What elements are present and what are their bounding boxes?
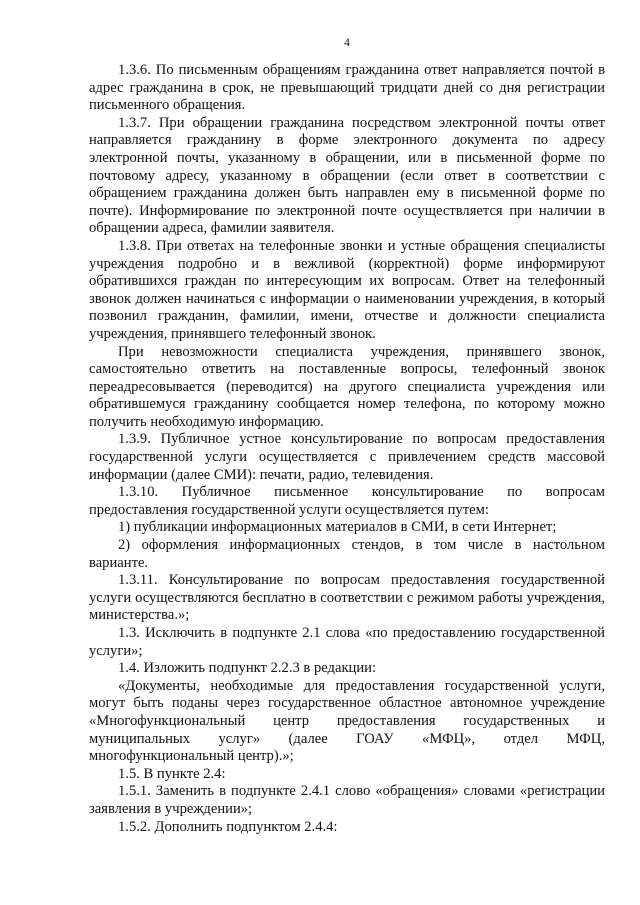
paragraph-1-5: 1.5. В пункте 2.4: bbox=[118, 765, 226, 782]
paragraph-1-3-10: 1.3.10. Публичное письменное консультирование по вопросам предоставления государственной услуги осуществляется путем: bbox=[89, 484, 605, 518]
document-page bbox=[89, 0, 605, 905]
paragraph-1-3-9: 1.3.9. Публичное устное консультирование по вопросам предоставления государственной услуги осуществляется с привлечением средств массовой информации (далее СМИ): печати, радио, телевидения. bbox=[89, 431, 605, 483]
paragraph-1-3-7: 1.3.7. При обращении гражданина посредством электронной почты ответ направляется гражданину в форме электронного документа по адресу электронной почты, указанному в обращении, или в письменной форме по почтовому адресу, указанному в обращении (если ответ в соответствии с обращением гражданина должен быть направлен ему в письменной форме по почте). Информирование по электронной почте осуществляется при наличии в обращении адреса, фамилии заявителя. bbox=[89, 114, 605, 237]
paragraph-1-5-1: 1.5.1. Заменить в подпункте 2.4.1 слово «обращения» словами «регистрации заявления в учреждении»; bbox=[89, 783, 605, 817]
document-body bbox=[89, 62, 605, 836]
paragraph-quote-documents: «Документы, необходимые для предоставления государственной услуги, могут быть поданы через государственное областное автономное учреждение «Многофункциональный центр предоставления государственных и муниципальных услуг» (далее ГОАУ «МФЦ», отдел МФЦ, многофункциональный центр).»; bbox=[89, 677, 605, 765]
paragraph-1-3-6: 1.3.6. По письменным обращениям гражданина ответ направляется почтой в адрес гражданина в срок, не превышающий тридцати дней со дня регистрации письменного обращения. bbox=[89, 62, 605, 114]
paragraph-1-3-8: 1.3.8. При ответах на телефонные звонки и устные обращения специалисты учреждения подробно и в вежливой (корректной) форме информируют обратившихся граждан по интересующим их вопросам. Ответ на телефонный звонок должен начинаться с информации о наименовании учреждения, в который позвонил гражданин, фамилии, имени, отчестве и должности специалиста учреждения, принявшего телефонный звонок. bbox=[89, 237, 605, 342]
list-item-1: 1) публикации информационных материалов в СМИ, в сети Интернет; bbox=[118, 519, 557, 536]
paragraph-1-4: 1.4. Изложить подпункт 2.2.3 в редакции: bbox=[118, 660, 377, 677]
paragraph-1-3: 1.3. Исключить в подпункте 2.1 слова «по предоставлению государственной услуги»; bbox=[89, 625, 605, 659]
list-item-2: 2) оформления информационных стендов, в том числе в настольном варианте. bbox=[89, 537, 605, 571]
paragraph-call-redirect: При невозможности специалиста учреждения, принявшего звонок, самостоятельно ответить на поставленные вопросы, телефонный звонок переадресовывается (переводится) на другого специалиста учреждения или обратившемуся гражданину сообщается номер телефона, по которому можно получить необходимую информацию. bbox=[89, 343, 605, 430]
paragraph-1-5-2: 1.5.2. Дополнить подпунктом 2.4.4: bbox=[118, 818, 338, 835]
paragraph-1-3-11: 1.3.11. Консультирование по вопросам предоставления государственной услуги осуществляются бесплатно в соответствии с режимом работы учреждения, министерства.»; bbox=[89, 572, 605, 624]
page-number: 4 bbox=[344, 37, 350, 49]
